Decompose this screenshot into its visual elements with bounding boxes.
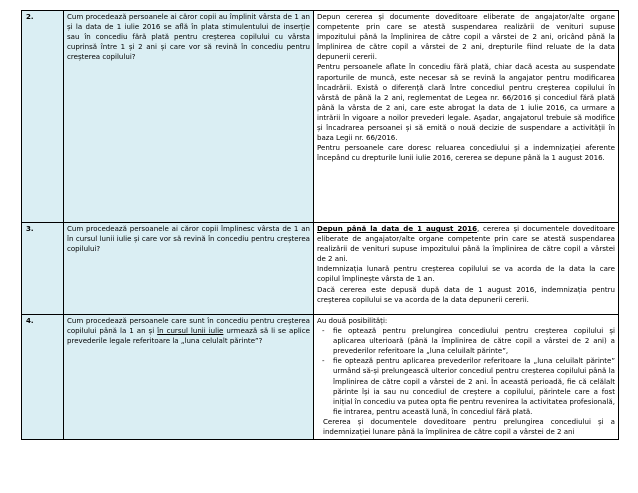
- answer-cell: [314, 11, 619, 223]
- answer-intro: Au două posibilități:: [317, 316, 388, 325]
- answer-text: , cererea și documentele doveditoare eliberate de angajator/alte organe competente prin care se atestă suspendarea realizării de venituri supuse impozitului până la împlinirea de către copil a vârstei de 2 ani.: [317, 224, 615, 264]
- question-cell: Cum procedează persoanele ai căror copii împlinesc vârsta de 1 an în cursul lunii iulie și care vor să revină în concediu pentru creșterea copilului?: [64, 223, 314, 315]
- question-cell: Cum procedează persoanele ai căror copii au împlinit vârsta de 1 an și la data de 1 iulie 2016 se află în plata stimulentului de inserție sau în concediu fără plată pentru creșterea copilului cu vârsta cuprinsă între 1 și 2 ani și care vor să revină în concediu pentru creșterea copilului?: [64, 11, 314, 223]
- table-row: [22, 315, 619, 440]
- answer-paragraph: Pentru persoanele aflate în concediu fără plată, chiar dacă acesta au suspendate raporturile de muncă, este necesar să se revină la angajator pentru modificarea încadrării. Există o diferență clară între concediul pentru creșterea copilului în vârstă de până la 2 ani, reglementat de Legea nr. 66/2016 și concediul fără plată până la vârsta de 2 ani, care este abrogat la data de 1 iulie 2016, ca urmare a intrării în vigoare a noilor prevederi legale. Așadar, angajatorul trebuie să modifice și încadrarea persoanei și să emită o nouă decizie de suspendare a activității în baza Legii nr. 66/2016.: [317, 62, 615, 143]
- faq-table: [21, 10, 619, 440]
- question-underlined-text: în cursul lunii iulie: [157, 326, 224, 336]
- faq-document: [21, 10, 618, 440]
- row-number: 2.: [22, 11, 64, 223]
- table-row: [22, 11, 619, 223]
- question-text: urmează să li se aplice prevederile legale referitoare la „luna celulalt părinte”?: [67, 326, 310, 346]
- answer-paragraph: [317, 224, 615, 264]
- answer-paragraph: Indemnizația lunară pentru creșterea copilului se va acorda de la data la care copilul împlinește vârsta de 1 an.: [317, 264, 615, 284]
- answer-deadline: Depun până la data de 1 august 2016: [317, 224, 477, 233]
- list-item: - fie optează pentru aplicarea prevederilor referitoare la „luna celuilalt părinte” urmând să-și prelungească ulterior concediul pentru creșterea copilului până la împlinirea de către copil a vârstei de 2 ani. În această perioadă, fie că celălalt părinte își ia sau nu concediul de creștere a copilului, părintele care a fost inițial în concediu va putea opta fie pentru revenirea la activitatea profesională, fie intrarea, pentru această lună, în concediul fără plată.: [333, 356, 615, 417]
- options-list: [317, 326, 615, 417]
- answer-paragraph: Pentru persoanele care doresc reluarea concediului și a indemnizației aferente începând cu drepturile lunii iulie 2016, cererea se depune până la 1 august 2016.: [317, 143, 615, 163]
- row-number: 3.: [22, 223, 64, 315]
- answer-paragraph: Dacă cererea este depusă după data de 1 august 2016, indemnizația pentru creșterea copilului se va acorda de la data depunerii cererii.: [317, 284, 615, 304]
- list-item: - fie optează pentru prelungirea concediului pentru creșterea copilului și aplicarea ulterioară (până la împlinirea de către copil a vârstei de 2 ani) a prevederilor referitoare la „luna celuilalt părinte”,: [333, 326, 615, 356]
- answer-cell: [314, 315, 619, 440]
- question-cell: [64, 315, 314, 440]
- answer-cell: [314, 223, 619, 315]
- answer-paragraph: Depun cererea și documente doveditoare eliberate de angajator/alte organe competente prin care se atestă suspendarea realizării de venituri supuse impozitului până la împlinirea de către copil a vârstei de 2 ani, oricând până la împlinirea de către copil a vârstei de 2 ani, drepturile fiind reluate de la data depunerii cererii.: [317, 12, 615, 62]
- row-number: 4.: [22, 315, 64, 440]
- answer-paragraph: Cererea și documentele doveditoare pentru prelungirea concediului și a indemnizației lunare până la împlinirea de către copil a vârstei de 2 ani: [323, 416, 615, 437]
- table-row: [22, 223, 619, 315]
- question-text: Cum procedează persoanele care sunt în concediu pentru creșterea copilului până la 1 an și: [67, 316, 310, 336]
